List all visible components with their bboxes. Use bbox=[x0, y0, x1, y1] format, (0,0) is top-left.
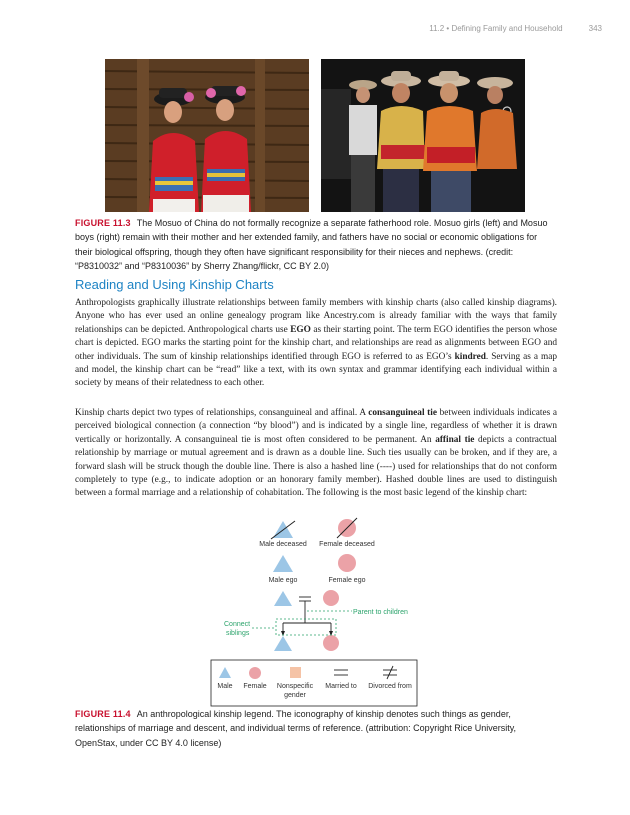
figure-caption-text: The Mosuo of China do not formally recognize a separate fatherhood role. Mosuo girls (left) and Mosuo boys (right) remain with their mother and her extended family, and fathers have no social or economic obligations for their biological offspring, though they often have significant responsibility for their nieces and nephews. (credit: “P8310032” and “P8310036” by Sherry Zhang/flickr, CC BY 2.0) bbox=[75, 218, 548, 272]
running-header bbox=[429, 24, 602, 33]
kinship-legend-diagram bbox=[210, 515, 420, 709]
label-male-deceased: Male deceased bbox=[259, 541, 307, 548]
chapter-title: 11.2 • Defining Family and Household bbox=[429, 24, 563, 33]
label-connect-siblings: Connect bbox=[224, 621, 251, 628]
mother-circle bbox=[323, 590, 339, 606]
figure-caption-text: An anthropological kinship legend. The iconography of kinship denotes such things as gender, relationships of marriage and descent, and individual terms of reference. (attribution: Copyright Rice University, OpenStax, under CC BY 4.0 license) bbox=[75, 709, 517, 748]
key-label-divorced: Divorced from bbox=[368, 683, 412, 690]
text-run: as their starting point. The term EGO identifies the person whose chart is depicted. EGO marks the starting point for the kinship chart, and relationships are read as alignments between EGO and other individuals. The sum of kinship relationships identified through EGO is referred to as EGO’s bbox=[75, 324, 557, 362]
key-label-male: Male bbox=[217, 683, 233, 690]
figure-caption-11-3 bbox=[75, 216, 557, 274]
label-connect-siblings: siblings bbox=[226, 630, 250, 637]
text-run: between individuals indicates a perceived biological connection (a connection “by blood”) and is indicated by a single line, regardless of whether it is drawn vertically or horizontally. A consanguineal tie is most often considered to be permanent. An bbox=[75, 408, 557, 445]
key-label-married: Married to bbox=[325, 683, 357, 690]
term-affinal-tie: affinal tie bbox=[435, 434, 475, 445]
label-male-ego: Male ego bbox=[268, 577, 298, 584]
key-label-nonspecific: Nonspecific bbox=[276, 683, 314, 690]
paragraph-relationship-types bbox=[75, 407, 557, 501]
text-run: Kinship charts depict two types of relationships, consanguineal and affinal. A bbox=[75, 408, 369, 418]
term-consanguineal-tie: consanguineal tie bbox=[368, 408, 437, 418]
text-run: depicts a contractual relationship by marriage or mutual agreement and is drawn as a double line. Such ties usually can be broken, and if they are, a forward slash will be struck though the double line. There is also a hashed line (----) used for relationships that do not conform completely to type (e.g., to indicate adoption or an honorary family member). Hashed double lines are used to distinguish between a formal marriage and a relationship of cohabitation. The following is the most basic legend of the kinship chart: bbox=[75, 434, 557, 499]
son-triangle bbox=[274, 636, 292, 651]
key-label-nonspecific: gender bbox=[284, 692, 306, 699]
photo-mosuo-boys bbox=[321, 59, 525, 212]
daughter-circle bbox=[323, 635, 339, 651]
male-ego-triangle bbox=[273, 555, 293, 572]
key-label-female: Female bbox=[243, 683, 267, 690]
term-ego: EGO bbox=[290, 324, 311, 335]
section-heading: Reading and Using Kinship Charts bbox=[75, 277, 274, 292]
photo-mosuo-girls bbox=[105, 59, 309, 212]
female-ego-circle bbox=[338, 554, 356, 572]
father-triangle bbox=[274, 591, 292, 606]
figure-label: FIGURE 11.4 bbox=[75, 709, 131, 719]
text-run: . Serving as a map and model, the kinship chart can be “read” like a text, with its own syntax and grammar identifying each individual within a society by means of their relatedness to each other. bbox=[75, 351, 558, 389]
figure-caption-11-4 bbox=[75, 707, 557, 750]
label-parent-to-children: Parent to children bbox=[353, 609, 408, 616]
figure-label: FIGURE 11.3 bbox=[75, 218, 131, 228]
key-nonspecific-square bbox=[290, 667, 301, 678]
key-female-circle bbox=[249, 667, 261, 679]
paragraph-kinship-charts bbox=[75, 297, 557, 391]
label-female-ego: Female ego bbox=[328, 577, 366, 584]
siblings-dashed-box bbox=[276, 619, 336, 635]
term-kindred: kindred bbox=[454, 351, 486, 362]
key-male-triangle bbox=[219, 667, 231, 678]
text-run: Anthropologists graphically illustrate relationships between family members with kinship charts (also called kinship diagrams). Anyone who has ever used an online genealogy program like Ancestry.com is already familiar with the ways that family relationships can be depicted. Anthropological charts use bbox=[75, 298, 557, 335]
page-number: 343 bbox=[588, 24, 602, 33]
label-female-deceased: Female deceased bbox=[319, 541, 375, 548]
